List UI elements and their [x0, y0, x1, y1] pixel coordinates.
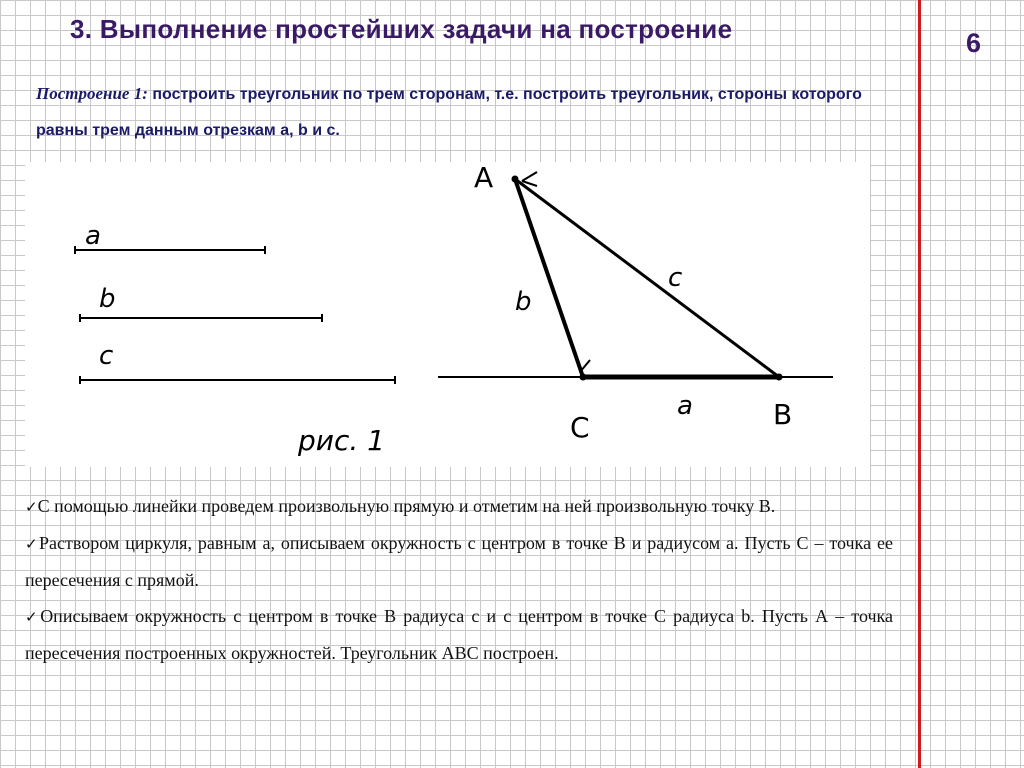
construction-figure — [25, 162, 870, 467]
slide-number: 6 — [966, 28, 982, 58]
vertex-label-c: C — [570, 411, 590, 444]
step-text: Раствором циркуля, равным а, описываем окружность с центром в точке В и радиусом а. Пусть С – точка ее пересечения с прямой. — [25, 533, 893, 590]
point-a — [512, 176, 519, 183]
task-label: Построение 1: — [36, 84, 148, 103]
segment-c — [80, 376, 395, 384]
segment-label-b: b — [99, 284, 116, 314]
side-label-c: c — [668, 263, 683, 293]
step-item — [25, 525, 893, 598]
check-icon: ✓ — [25, 535, 40, 553]
step-item — [25, 488, 893, 525]
point-b — [776, 374, 783, 381]
arc-mark-a — [522, 172, 537, 186]
check-icon: ✓ — [25, 608, 41, 626]
side-c — [515, 179, 779, 377]
construction-steps — [25, 488, 893, 671]
side-label-b: b — [515, 287, 532, 317]
step-text: Описываем окружность с центром в точке В радиуса с и с центром в точке С радиуса b. Пусть А – точка пересечения построенных окружностей. Треугольник АВС построен. — [25, 606, 893, 663]
point-c — [580, 374, 587, 381]
margin-line — [918, 0, 921, 768]
step-item — [25, 598, 893, 671]
check-icon: ✓ — [25, 498, 38, 516]
segment-label-a: a — [85, 221, 101, 251]
task-statement — [36, 76, 866, 149]
figure-caption: рис. 1 — [298, 424, 385, 457]
task-text: построить треугольник по трем сторонам, т.е. построить треугольник, стороны которого равны трем данным отрезкам a, b и c. — [36, 86, 862, 139]
segment-b — [80, 314, 322, 322]
figure-canvas — [25, 162, 870, 467]
segment-label-c: c — [99, 341, 114, 371]
segment-a — [75, 246, 265, 254]
side-label-a: a — [677, 391, 693, 421]
side-b — [515, 179, 583, 377]
arc-mark-c — [580, 360, 590, 372]
page-title: 3. Выполнение простейших задачи на построение — [70, 14, 733, 44]
step-text: С помощью линейки проведем произвольную прямую и отметим на ней произвольную точку В. — [37, 496, 776, 516]
vertex-label-a: A — [474, 162, 494, 194]
vertex-label-b: B — [773, 398, 793, 431]
